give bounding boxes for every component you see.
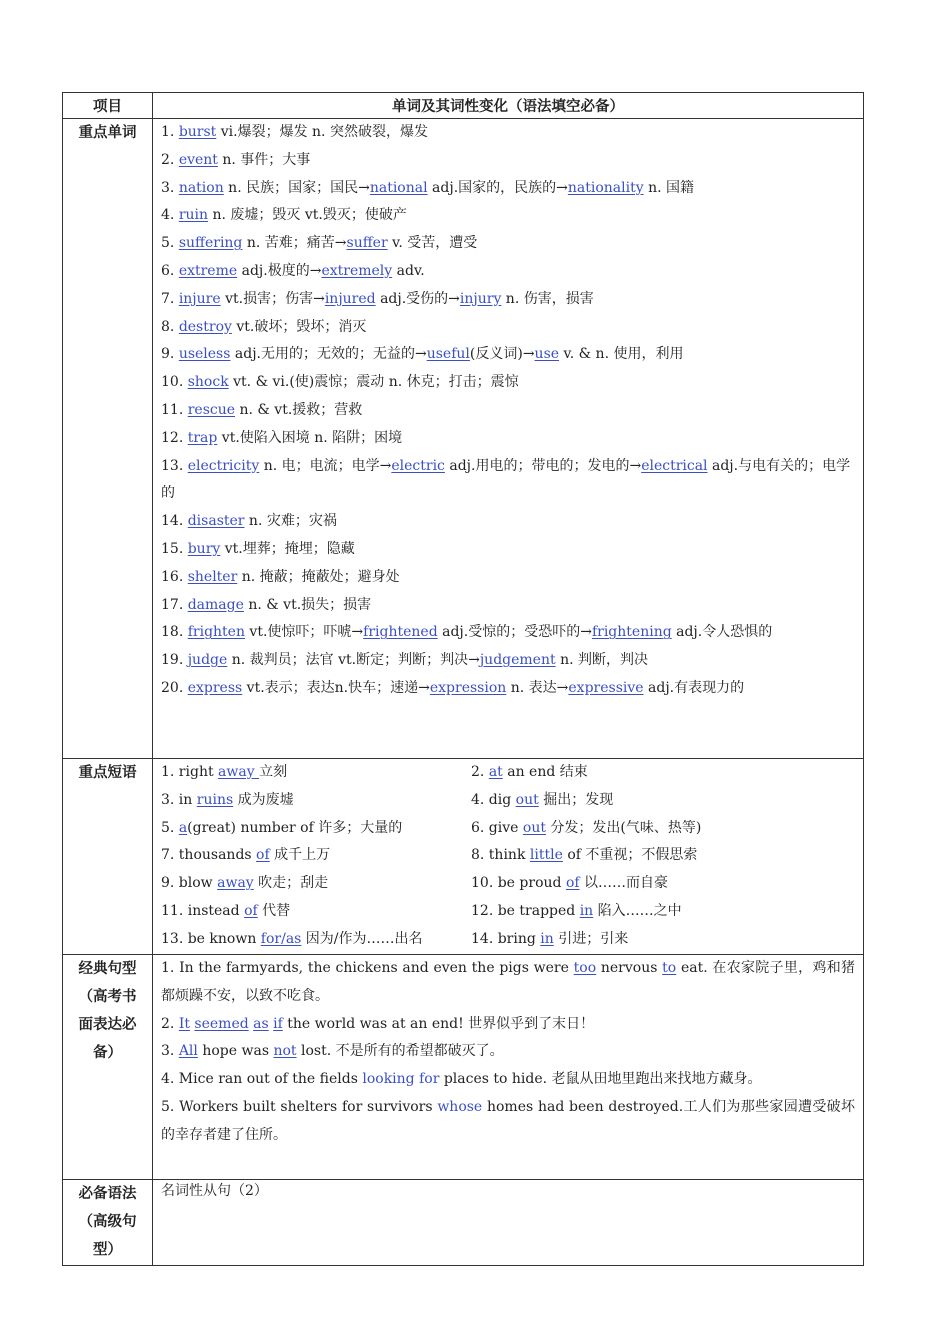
phrase-item (471, 898, 682, 926)
text-segment: adj.国家的，民族的→ (427, 179, 568, 196)
sentences-label-text: 经典句型（高考书面表达必备） (78, 960, 137, 1061)
summary-table (62, 92, 864, 1266)
phrase-row (161, 842, 863, 870)
answer-word: a (178, 819, 188, 836)
text-segment: vt.损害；伤害→ (220, 290, 325, 307)
text-segment: n. 事件；大事 (217, 151, 311, 168)
text-segment: nervous (596, 960, 663, 976)
header-row (63, 93, 864, 119)
answer-word: express (187, 679, 243, 696)
text-segment: 15. (161, 540, 188, 557)
answer-word: suffering (178, 235, 243, 252)
text-segment: adj.与电有关的；电学的 (161, 457, 851, 502)
answer-word: of (256, 847, 270, 864)
answer-word: national (369, 179, 428, 196)
text-segment: 20. (161, 679, 188, 696)
text-segment: vt. & vi.(使)震惊；震动 n. 休克；打击；震惊 (228, 374, 519, 391)
text-segment: 14. (161, 513, 188, 530)
grammar-label-text: 必备语法（高级句型） (78, 1185, 137, 1258)
text-segment: places to hide. 老鼠从田地里跑出来找地方藏身。 (439, 1071, 762, 1088)
phrase-item (161, 926, 471, 954)
text-segment: n. 伤害，损害 (501, 290, 594, 307)
text-segment: 10. (161, 374, 188, 391)
text-segment: n. 苦难；痛苦→ (242, 235, 347, 252)
text-segment: 成为废墟 (233, 791, 294, 808)
text-segment: n. 民族；国家；国民→ (223, 179, 370, 196)
text-segment: 5. Workers built shelters for survivors (161, 1098, 438, 1115)
phrase-item (161, 842, 471, 870)
answer-word: useless (178, 346, 231, 363)
text-segment: 3. in (161, 791, 197, 808)
phrases-list (153, 759, 864, 955)
phrase-item (471, 787, 613, 815)
answer-word: rescue (187, 401, 236, 418)
answer-word: nationality (567, 179, 644, 196)
text-segment: n. 表达→ (506, 679, 569, 696)
text-segment: 7. (161, 290, 179, 307)
phrase-row (161, 898, 863, 926)
text-segment: 4. Mice ran out of the fields (161, 1071, 363, 1088)
phrase-row (161, 870, 863, 898)
text-segment: 陷入……之中 (593, 902, 682, 919)
text-segment: 5. (161, 819, 179, 836)
answer-word: judge (187, 652, 228, 669)
text-segment: 代替 (257, 902, 291, 919)
text-segment: 2. (161, 1015, 179, 1032)
word-entry (161, 175, 863, 203)
text-segment: n. & vt.损失；损害 (243, 596, 372, 613)
word-entry (161, 119, 863, 147)
answer-word: frightening (591, 624, 672, 641)
answer-word: not (273, 1043, 297, 1060)
answer-word: ruins (196, 791, 234, 808)
header-words: 单词及其词性变化（语法填空必备） (153, 93, 864, 119)
text-segment: adj.极度的→ (237, 262, 322, 279)
answer-word: injury (459, 290, 502, 307)
word-entry (161, 425, 863, 453)
answer-word: frighten (187, 624, 245, 641)
answer-word: shelter (187, 568, 238, 585)
text-segment: 引进；引来 (553, 930, 629, 947)
text-segment: n. 废墟；毁灭 vt.毁灭；使破产 (208, 207, 407, 224)
word-entry (161, 508, 863, 536)
word-entry (161, 536, 863, 564)
sentence-entry (161, 1066, 855, 1094)
answer-word: away (217, 875, 254, 892)
answer-word: It (178, 1015, 190, 1032)
text-segment: adj.受惊的；受恐吓的→ (437, 624, 592, 641)
answer-word: too (573, 960, 597, 976)
phrase-item (471, 926, 628, 954)
phrase-item (161, 815, 471, 843)
words-row (63, 119, 864, 759)
answer-word: away (218, 764, 260, 780)
answer-word: expressive (568, 679, 644, 696)
answer-word: bury (187, 540, 221, 557)
text-segment: 1. right (161, 764, 219, 780)
text-segment: an end 结束 (502, 764, 588, 780)
text-segment: 13. be known (161, 930, 261, 947)
answer-word: judgement (479, 652, 556, 669)
sentence-entry (161, 1038, 855, 1066)
answer-word: expression (429, 679, 507, 696)
answer-word: for/as (260, 930, 302, 947)
word-entry (161, 619, 863, 647)
text-segment: 以……而自豪 (579, 875, 669, 892)
text-segment: adv. (392, 262, 425, 279)
word-entry (161, 202, 863, 230)
words-label: 重点单词 (63, 119, 153, 759)
answer-word: destroy (178, 318, 232, 335)
answer-word: of (244, 902, 258, 919)
phrase-item (471, 815, 701, 843)
answer-word: All (178, 1043, 198, 1060)
text-segment: 8. (161, 318, 179, 335)
answer-word: seemed (194, 1015, 249, 1032)
word-entry (161, 230, 863, 258)
answer-word: damage (187, 596, 244, 613)
word-entry (161, 286, 863, 314)
answer-word: to (662, 960, 677, 976)
text-segment: vt.破坏；毁坏；消灭 (231, 318, 367, 335)
highlight-word: whose (437, 1098, 483, 1115)
answer-word: useful (426, 346, 470, 363)
text-segment: v. & n. 使用，利用 (559, 346, 684, 363)
word-entry (161, 147, 863, 175)
text-segment: vt.埋葬；掩埋；隐藏 (220, 540, 355, 557)
text-segment: 6. (161, 262, 179, 279)
text-segment: hope was (197, 1043, 274, 1060)
word-entry (161, 397, 863, 425)
grammar-topic: 名词性从句（2） (161, 1183, 268, 1199)
text-segment: 4. (161, 207, 179, 224)
answer-word: at (488, 764, 503, 780)
text-segment: 8. think (471, 847, 530, 864)
word-entry (161, 647, 863, 675)
answer-word: injured (324, 290, 376, 307)
grammar-cell (153, 1180, 864, 1266)
answer-word: frightened (363, 624, 438, 641)
text-segment: n. 灾难；灾祸 (244, 513, 337, 530)
text-segment: vt.使惊吓；吓唬→ (244, 624, 364, 641)
text-segment: vi.爆裂；爆发 n. 突然破裂，爆发 (216, 124, 428, 140)
phrases-label: 重点短语 (63, 759, 153, 955)
text-segment: 11. instead (161, 902, 245, 919)
text-segment: adj.有表现力的 (643, 679, 745, 696)
answer-word: in (540, 930, 554, 947)
text-segment: 9. (161, 346, 179, 363)
text-segment: 分发；发出(气味、热等) (545, 819, 702, 836)
text-segment: 18. (161, 624, 188, 641)
grammar-row (63, 1180, 864, 1266)
word-entry (161, 341, 863, 369)
word-entry (161, 258, 863, 286)
answer-word: suffer (346, 235, 388, 252)
text-segment: (反义词)→ (469, 346, 535, 363)
answer-word: electricity (187, 457, 260, 474)
text-segment: 5. (161, 235, 179, 252)
answer-word: out (522, 819, 546, 836)
text-segment: the world was at an end! 世界似乎到了末日！ (282, 1015, 595, 1032)
text-segment: 11. (161, 401, 188, 418)
answer-word: little (529, 847, 563, 864)
answer-word: of (565, 875, 580, 892)
phrase-row (161, 815, 863, 843)
phrase-item (471, 759, 588, 787)
word-entry (161, 564, 863, 592)
text-segment: adj.令人恐惧的 (671, 624, 773, 641)
answer-word: extremely (321, 262, 393, 279)
word-entry (161, 453, 863, 509)
text-segment: 吹走；刮走 (253, 875, 329, 892)
grammar-label (63, 1180, 153, 1266)
text-segment: 因为/作为……出名 (301, 930, 423, 947)
word-entry (161, 675, 863, 703)
sentences-row (63, 955, 864, 1180)
text-segment: eat. 在农家院子里，鸡和猪都烦躁不安，以致不吃食。 (161, 960, 855, 1004)
text-segment: of 不重视；不假思索 (562, 847, 698, 864)
header-item: 项目 (63, 93, 153, 119)
phrase-item (161, 870, 471, 898)
phrase-row (161, 926, 863, 954)
text-segment: 6. give (471, 819, 523, 836)
text-segment: vt.表示；表达n.快车；速递→ (242, 679, 430, 696)
answer-word: trap (187, 429, 218, 446)
text-segment: 10. be proud (471, 875, 566, 892)
sentence-entry (161, 955, 855, 1011)
text-segment: 4. dig (471, 791, 516, 808)
sentence-entry (161, 1011, 855, 1039)
text-segment: v. 受苦，遭受 (387, 235, 478, 252)
phrase-item (161, 898, 471, 926)
text-segment: n. & vt.援救；营救 (235, 401, 363, 418)
text-segment: n. 国籍 (643, 179, 694, 196)
text-segment: 成千上万 (269, 847, 331, 864)
answer-word: shock (187, 374, 229, 391)
answer-word: event (178, 151, 218, 168)
answer-word: in (579, 902, 594, 919)
text-segment: 3. (161, 1043, 179, 1060)
answer-word: if (273, 1015, 283, 1032)
phrase-row (161, 787, 863, 815)
text-segment: vt.使陷入困境 n. 陷阱；困境 (217, 429, 403, 446)
text-segment: 12. be trapped (471, 902, 580, 919)
phrase-item (471, 870, 668, 898)
answer-word: electric (391, 457, 445, 474)
text-segment: n. 判断，判决 (555, 652, 648, 669)
text-segment: 立刻 (259, 764, 288, 780)
text-segment: 1. (161, 124, 179, 140)
word-entry (161, 369, 863, 397)
text-segment: 17. (161, 596, 188, 613)
answer-word: nation (178, 179, 224, 196)
text-segment: 13. (161, 457, 188, 474)
text-segment: 2. (161, 151, 179, 168)
answer-word: burst (178, 124, 217, 140)
text-segment: homes had been destroyed.工人们为那些家园遭受破坏的幸存者建了住所。 (161, 1098, 856, 1143)
text-segment: 19. (161, 652, 188, 669)
text-segment: 1. In the farmyards, the chickens and even the pigs were (161, 960, 574, 976)
text-segment: 14. bring (471, 930, 541, 947)
text-segment: n. 掩蔽；掩蔽处；避身处 (237, 568, 400, 585)
text-segment: 7. thousands (161, 847, 257, 864)
phrase-item (161, 759, 471, 787)
phrase-row (161, 759, 863, 787)
answer-word: extreme (178, 262, 238, 279)
phrase-item (161, 787, 471, 815)
text-segment: 掘出；发现 (538, 791, 614, 808)
answer-word: injure (178, 290, 221, 307)
sentences-label (63, 955, 153, 1180)
answer-word: disaster (187, 513, 245, 530)
answer-word: ruin (178, 207, 209, 224)
text-segment: 3. (161, 179, 179, 196)
answer-word: as (253, 1015, 269, 1032)
text-segment: adj.受伤的→ (375, 290, 460, 307)
answer-word: use (534, 346, 560, 363)
text-segment: 2. (471, 764, 489, 780)
text-segment: adj.用电的；带电的；发电的→ (444, 457, 642, 474)
phrase-item (471, 842, 697, 870)
text-segment: n. 电；电流；电学→ (259, 457, 392, 474)
phrases-row (63, 759, 864, 955)
sentences-list (153, 955, 864, 1180)
text-segment: (great) number of 许多；大量的 (187, 819, 403, 836)
text-segment: adj.无用的；无效的；无益的→ (230, 346, 427, 363)
highlight-word: looking for (362, 1071, 440, 1088)
answer-word: out (515, 791, 539, 808)
words-list (153, 119, 864, 759)
answer-word: electrical (641, 457, 708, 474)
word-entry (161, 314, 863, 342)
text-segment: lost. 不是所有的希望都破灭了。 (296, 1043, 504, 1060)
text-segment: 16. (161, 568, 188, 585)
text-segment: 9. blow (161, 875, 218, 892)
word-entry (161, 592, 863, 620)
text-segment: 12. (161, 429, 188, 446)
sentence-entry (161, 1094, 855, 1150)
text-segment: n. 裁判员；法官 vt.断定；判断；判决→ (227, 652, 480, 669)
